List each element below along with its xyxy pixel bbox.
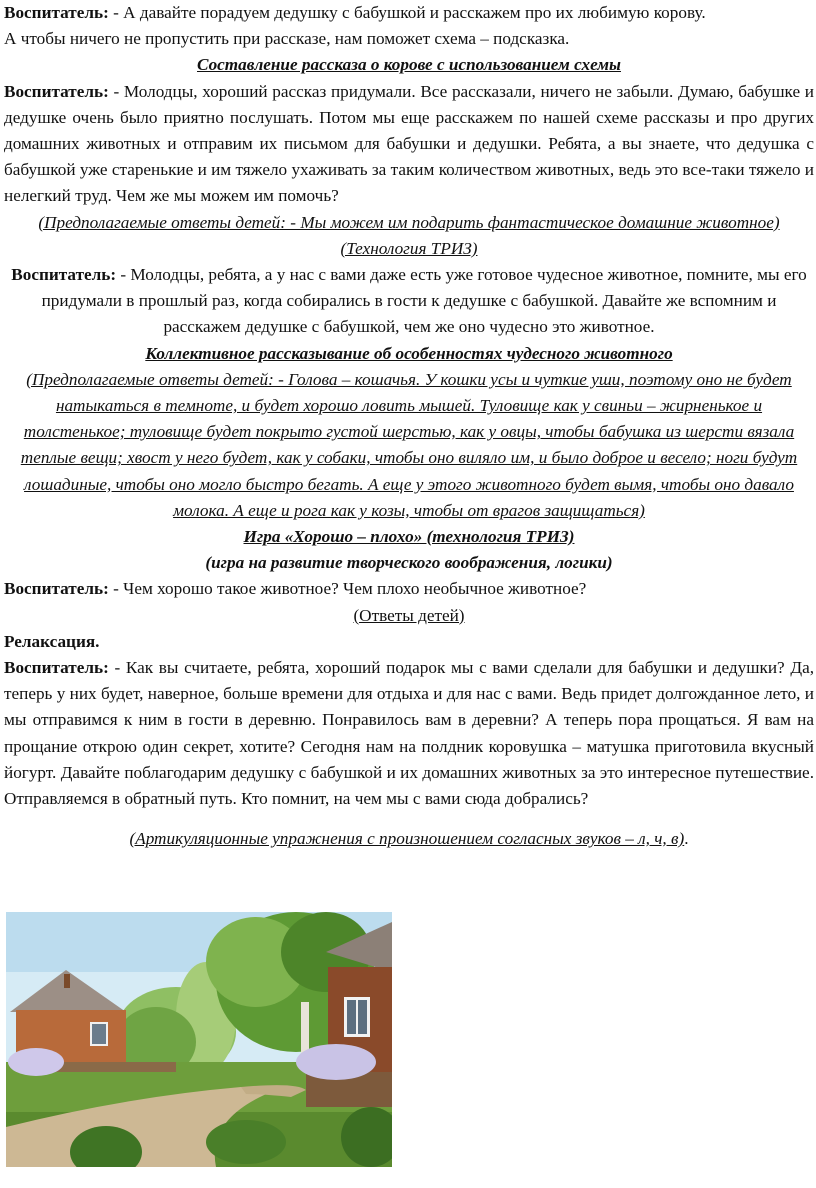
heading-collective-story: Коллективное рассказывание об особенностях чудесного животного (145, 343, 673, 363)
paragraph-wonder-animal: Воспитатель: - Молодцы, ребята, а у нас с вами даже есть уже готовое чудесное животное, помните, мы его придумали в прошлый раз, когда собирались в гости к дедушке с бабушкой. Давайте же вспомним и расскажем дедушке с бабушкой, чем же оно чудесно это животное. (11, 265, 807, 337)
document-text (4, 0, 814, 853)
speaker-label: Воспитатель: (4, 3, 109, 22)
paragraph-children-answers: (Ответы детей) (353, 605, 465, 625)
speaker-label: Воспитатель: (4, 579, 109, 599)
paragraph-game-question: Воспитатель: - Чем хорошо такое животное? Чем плохо необычное животное? (4, 579, 587, 599)
paragraph-praise: Воспитатель: - Молодцы, хороший рассказ придумали. Все рассказали, ничего не забыли. Думаю, бабушке и дедушке очень было приятно послушать. Потом мы еще расскажем по нашей схеме рассказы и про других домашних животных и отправим их письмом для бабушки и дедушки. Ребята, а вы знаете, что дедушка с бабушкой уже старенькие и им тяжело ухаживать за таким количеством животных, ведь это все-таки тяжело и нелегкий труд. Чем же мы можем им помочь? (4, 81, 814, 206)
paragraph-articulation: (Артикуляционные упражнения с произношением согласных звуков – л, ч, в). (129, 829, 689, 849)
paragraph-scheme-hint: А чтобы ничего не пропустить при рассказе, нам поможет схема – подсказка. (4, 29, 570, 49)
speaker-label: Воспитатель: (4, 658, 109, 678)
paragraph-intro: Воспитатель: - А давайте порадуем дедушку с бабушкой и расскажем про их любимую корову. (4, 3, 706, 22)
heading-cow-story: Составление рассказа о корове с использованием схемы (197, 55, 621, 75)
speaker-label: Воспитатель: (4, 81, 109, 101)
village-landscape-image (6, 912, 392, 1167)
paragraph-expected-answers-1: (Предполагаемые ответы детей: - Мы можем им подарить фантастическое домашние животное) (Технология ТРИЗ) (38, 212, 780, 258)
village-painting (6, 912, 392, 1167)
heading-relaxation: Релаксация. (4, 631, 100, 651)
heading-game-subtitle: (игра на развитие творческого воображения, логики) (205, 553, 613, 573)
paragraph-expected-answers-2: (Предполагаемые ответы детей: - Голова – кошачья. У кошки усы и чуткие уши, поэтому оно не будет натыкаться в темноте, и будет хорошо ловить мышей. Туловище как у свиньи – жирненькое и толстенькое; туловище будет покрыто густой шерстью, как у овцы, чтобы бабушка из шерсти вязала теплые вещи; хвост у него будет, как у собаки, чтобы оно виляло им, и было доброе и весело; ноги будут лошадиные, чтобы оно могло быстро бегать. А еще у этого животного будет вымя, чтобы оно давало молока. А еще и рога как у козы, чтобы от врагов защищаться) (20, 369, 798, 520)
paragraph-farewell: Воспитатель: - Как вы считаете, ребята, хороший подарок мы с вами сделали для бабушки и дедушки? Да, теперь у них будет, наверное, больше времени для отдыха и для нас с вами. Ведь придет долгожданное лето, и мы отправимся к ним в гости в деревню. Понравилось вам в деревни? А теперь пора прощаться. Я вам на прощание открою один секрет, хотите? Сегодня нам на полдник коровушка – матушка приготовила вкусный йогурт. Давайте поблагодарим дедушку с бабушкой и их домашних животных за это интересное путешествие. Отправляемся в обратный путь. Кто помнит, на чем мы с вами сюда добрались? (4, 658, 814, 809)
heading-game: Игра «Хорошо – плохо» (технология ТРИЗ) (243, 527, 575, 547)
speaker-label: Воспитатель: (11, 265, 117, 285)
